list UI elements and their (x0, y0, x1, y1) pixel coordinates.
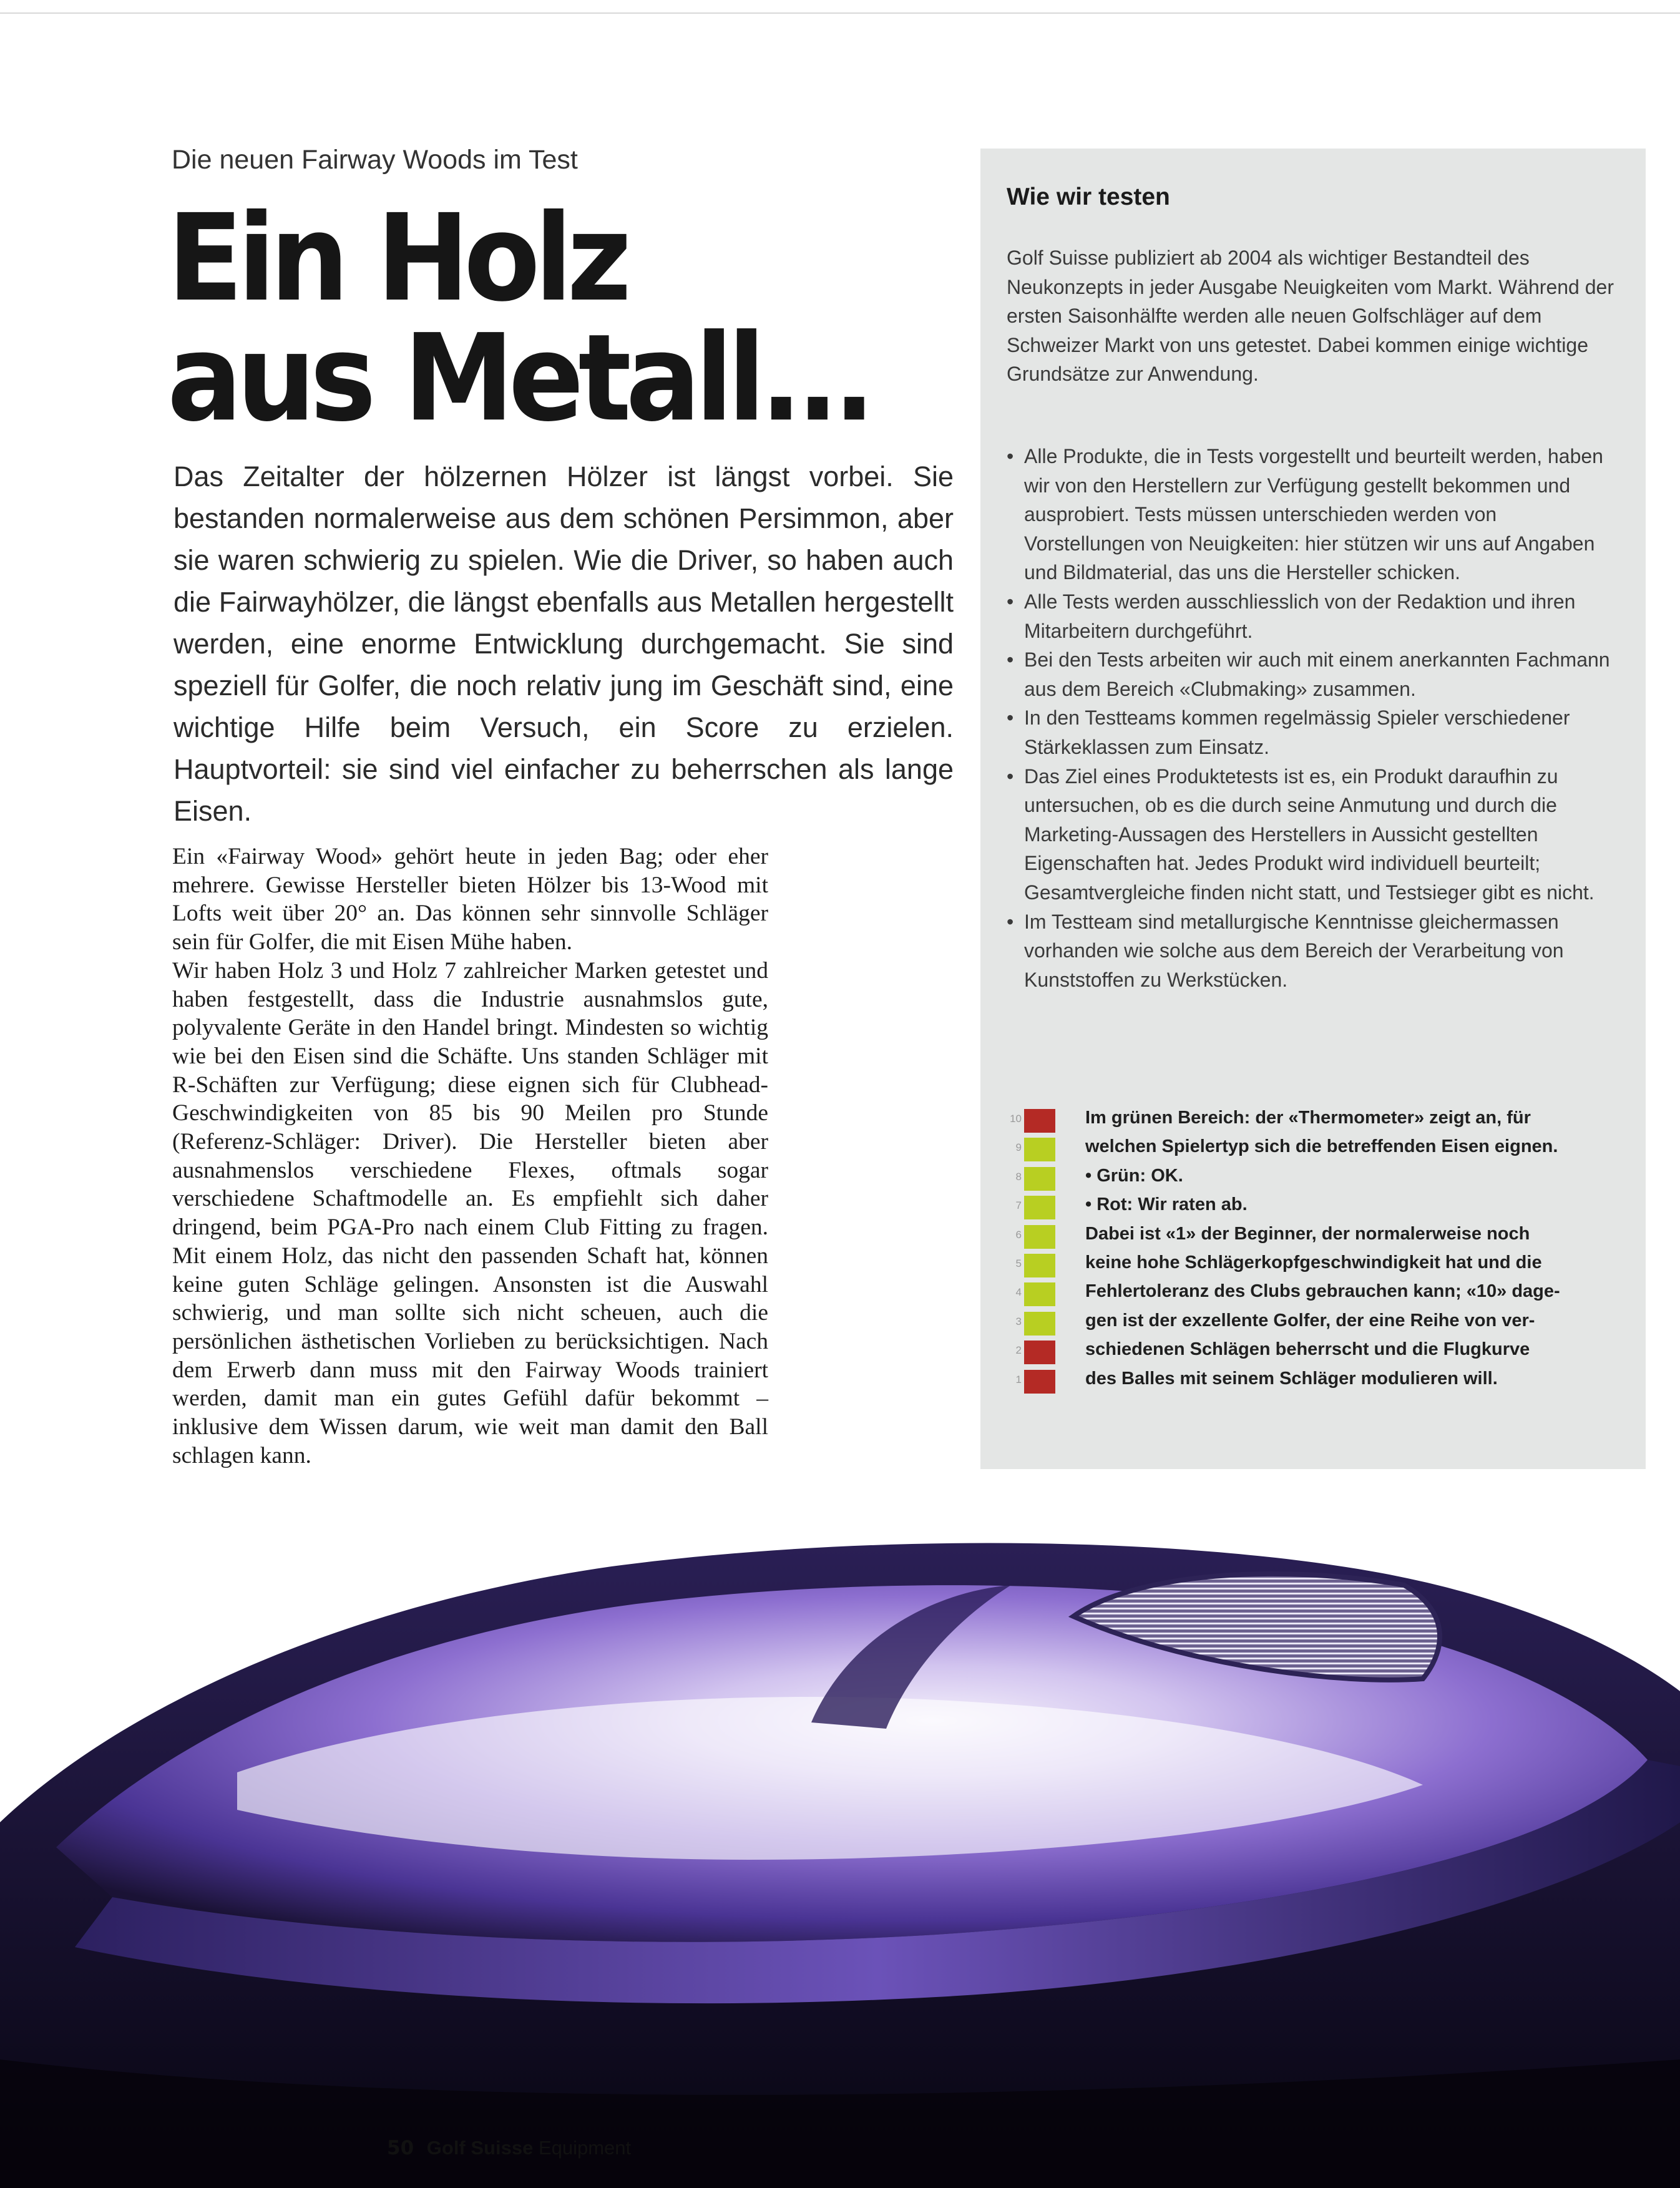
headline-line-1: Ein Holz (167, 188, 627, 328)
page-number: 50 (387, 2137, 414, 2159)
thermometer-level-number: 10 (1010, 1113, 1022, 1125)
list-item (1007, 907, 1615, 995)
legend-line: keine hohe Schlägerkopfgeschwindigkeit hat und die (1085, 1253, 1542, 1273)
list-item-text: Bei den Tests arbeiten wir auch mit einem anerkannten Fachmann aus dem Bereich «Clubmaking» zusammen. (1024, 648, 1610, 700)
legend-line: • Grün: OK. (1085, 1165, 1183, 1186)
legend-line: gen ist der exzellente Golfer, der eine Reihe von ver- (1085, 1310, 1535, 1331)
thermometer-level-swatch (1024, 1341, 1055, 1364)
thermometer-level-number: 2 (1015, 1344, 1022, 1357)
list-item-text: In den Testteams kommen regelmässig Spieler verschiedener Stärkeklassen zum Einsatz. (1024, 706, 1570, 758)
article-lead: Das Zeitalter der hölzernen Hölzer ist längst vorbei. Sie bestanden normalerweise aus dem schönen Persimmon, aber sie waren schwierig zu spielen. Wie die Driver, so haben auch die Fairwayhölzer, die längst ebenfalls aus Metallen hergestellt werden, eine enorme Entwicklung durchgemacht. Sie sind speziell für Golfer, die noch relativ jung im Geschäft sind, eine wichtige Hilfe beim Versuch, ein Score zu erzielen. Hauptvorteil: sie sind viel einfacher zu beherrschen als lange Eisen. (173, 461, 954, 827)
thermometer-level (1005, 1165, 1055, 1193)
thermometer-level-number: 9 (1015, 1141, 1022, 1154)
fairway-wood-photo (0, 1498, 1680, 2188)
article-kicker: Die neuen Fairway Woods im Test (172, 145, 578, 175)
thermometer-level-swatch (1024, 1167, 1055, 1191)
thermometer-level-number: 7 (1015, 1199, 1022, 1212)
list-item-text: Das Ziel eines Produktetests ist es, ein Produkt daraufhin zu untersuchen, ob es die durch seine Anmutung und durch die Marketing-Aussagen des Herstellers in Aussicht gestellten Eigenschaften hat. Jedes Produkt wird individuell beurteilt; Gesamtvergleiche finden nicht statt, und Testsieger gibt es nicht. (1024, 764, 1595, 904)
thermometer-level (1005, 1106, 1055, 1135)
top-rule (0, 12, 1680, 14)
thermometer-legend (1085, 1103, 1634, 1393)
sidebar-list (1007, 442, 1615, 994)
sidebar-intro: Golf Suisse publiziert ab 2004 als wichtiger Bestandteil des Neukonzepts in jeder Ausgabe Neuigkeiten vom Markt. Während der ersten Saisonhälfte werden alle neuen Golfschläger auf dem Schweizer Markt von uns getestet. Dabei kommen einige wichtige Grundsätze zur Anwendung. (1007, 247, 1614, 385)
thermometer-level-swatch (1024, 1225, 1055, 1249)
list-item-text: Im Testteam sind metallurgische Kenntnisse gleichermassen vorhanden wie solche aus dem Bereich der Verarbeitung von Kunststoffen zu Werkstücken. (1024, 910, 1564, 991)
thermometer-level-number: 5 (1015, 1257, 1022, 1269)
legend-line: Im grünen Bereich: der «Thermometer» zeigt an, für (1085, 1108, 1531, 1128)
page-footer (387, 2137, 631, 2159)
legend-line: welchen Spielertyp sich die betreffenden Eisen eignen. (1085, 1136, 1558, 1157)
sidebar-box (980, 149, 1646, 1469)
list-item (1007, 762, 1615, 907)
bullet-glyph: • (1007, 648, 1014, 672)
legend-line: Dabei ist «1» der Beginner, der normalerweise noch (1085, 1223, 1530, 1244)
list-item (1007, 442, 1615, 587)
rating-thermometer (1005, 1106, 1055, 1396)
legend-line: Fehlertoleranz des Clubs gebrauchen kann; «10» dage- (1085, 1281, 1560, 1302)
list-item (1007, 703, 1615, 761)
thermometer-level (1005, 1251, 1055, 1280)
list-item (1007, 645, 1615, 703)
bullet-glyph: • (1007, 910, 1014, 933)
thermometer-level (1005, 1280, 1055, 1309)
list-item-text: Alle Produkte, die in Tests vorgestellt und beurteilt werden, haben wir von den Herstellern zur Verfügung gestellt bekommen und ausprobiert. Tests müssen unterschieden werden von Vorstellungen von Neuigkeiten: hier stützen wir uns auf Angaben und Bildmaterial, das uns die Hersteller schicken. (1024, 445, 1603, 584)
thermometer-level (1005, 1223, 1055, 1251)
body-paragraph-2: Wir haben Holz 3 und Holz 7 zahlreicher Marken getestet und haben festgestellt, dass die Industrie ausnahmslos gute, polyvalente Geräte in den Handel bringt. Mindesten so wichtig wie bei den Eisen sind die Schäfte. Uns standen Schläger mit R-Schäften zur Verfügung; diese eignen sich für Clubhead-Geschwindigkeiten von 85 bis 90 Meilen pro Stunde (Referenz-Schläger: Driver). Die Hersteller bieten aber ausnahmenslos verschiedene Flexes, oftmals sogar verschiedene Schaftmodelle an. Es empfiehlt sich daher dringend, beim PGA-Pro nach einem Club Fitting zu fragen. Mit einem Holz, das nicht den passenden Schaft hat, können keine guten Schläge gelingen. Ansonsten ist die Auswahl schwierig, und man sollte sich nicht scheuen, auch die persönlichen ästhetischen Vorlieben zu berücksichtigen. Nach dem Erwerb dann muss mit den Fairway Woods trainiert werden, damit man ein gutes Gefühl dafür bekommt – inklusive dem Wissen darum, wie weit man damit den Ball schlagen kann. (172, 957, 768, 1468)
thermometer-level (1005, 1367, 1055, 1396)
thermometer-level (1005, 1135, 1055, 1164)
legend-line: • Rot: Wir raten ab. (1085, 1194, 1248, 1215)
bullet-glyph: • (1007, 445, 1014, 467)
list-item-text: Alle Tests werden ausschliesslich von der Redaktion und ihren Mitarbeitern durchgeführt. (1024, 590, 1576, 642)
article-body (172, 842, 768, 1470)
thermometer-level-number: 8 (1015, 1170, 1022, 1183)
list-item (1007, 587, 1615, 645)
thermometer-level (1005, 1309, 1055, 1338)
thermometer-level (1005, 1338, 1055, 1367)
thermometer-level-swatch (1024, 1196, 1055, 1219)
thermometer-level-swatch (1024, 1312, 1055, 1336)
headline-line-2: aus Metall... (167, 308, 870, 448)
legend-line: schiedenen Schlägen beherrscht und die Flugkurve (1085, 1339, 1530, 1360)
sidebar-title: Wie wir testen (1007, 183, 1170, 210)
thermometer-level (1005, 1193, 1055, 1222)
thermometer-level-swatch (1024, 1138, 1055, 1161)
body-paragraph-1: Ein «Fairway Wood» gehört heute in jeden Bag; oder eher mehrere. Gewisse Hersteller bieten Hölzer bis 13-Wood mit Lofts weit über 20° an. Das können sehr sinnvolle Schläger sein für Golfer, die mit Eisen Mühe haben. (172, 844, 768, 955)
thermometer-level-swatch (1024, 1370, 1055, 1394)
footer-section: Equipment (538, 2137, 632, 2159)
footer-brand: Golf Suisse (426, 2137, 534, 2159)
bullet-glyph: • (1007, 706, 1014, 730)
thermometer-level-number: 6 (1015, 1228, 1022, 1241)
thermometer-level-swatch (1024, 1109, 1055, 1133)
bullet-glyph: • (1007, 590, 1014, 613)
legend-line: des Balles mit seinem Schläger modulieren will. (1085, 1368, 1498, 1389)
article-headline (167, 188, 979, 448)
bullet-glyph: • (1007, 764, 1014, 788)
thermometer-level-swatch (1024, 1282, 1055, 1306)
thermometer-level-number: 3 (1015, 1315, 1022, 1327)
thermometer-level-number: 1 (1015, 1373, 1022, 1385)
thermometer-level-number: 4 (1015, 1286, 1022, 1299)
thermometer-level-swatch (1024, 1254, 1055, 1277)
